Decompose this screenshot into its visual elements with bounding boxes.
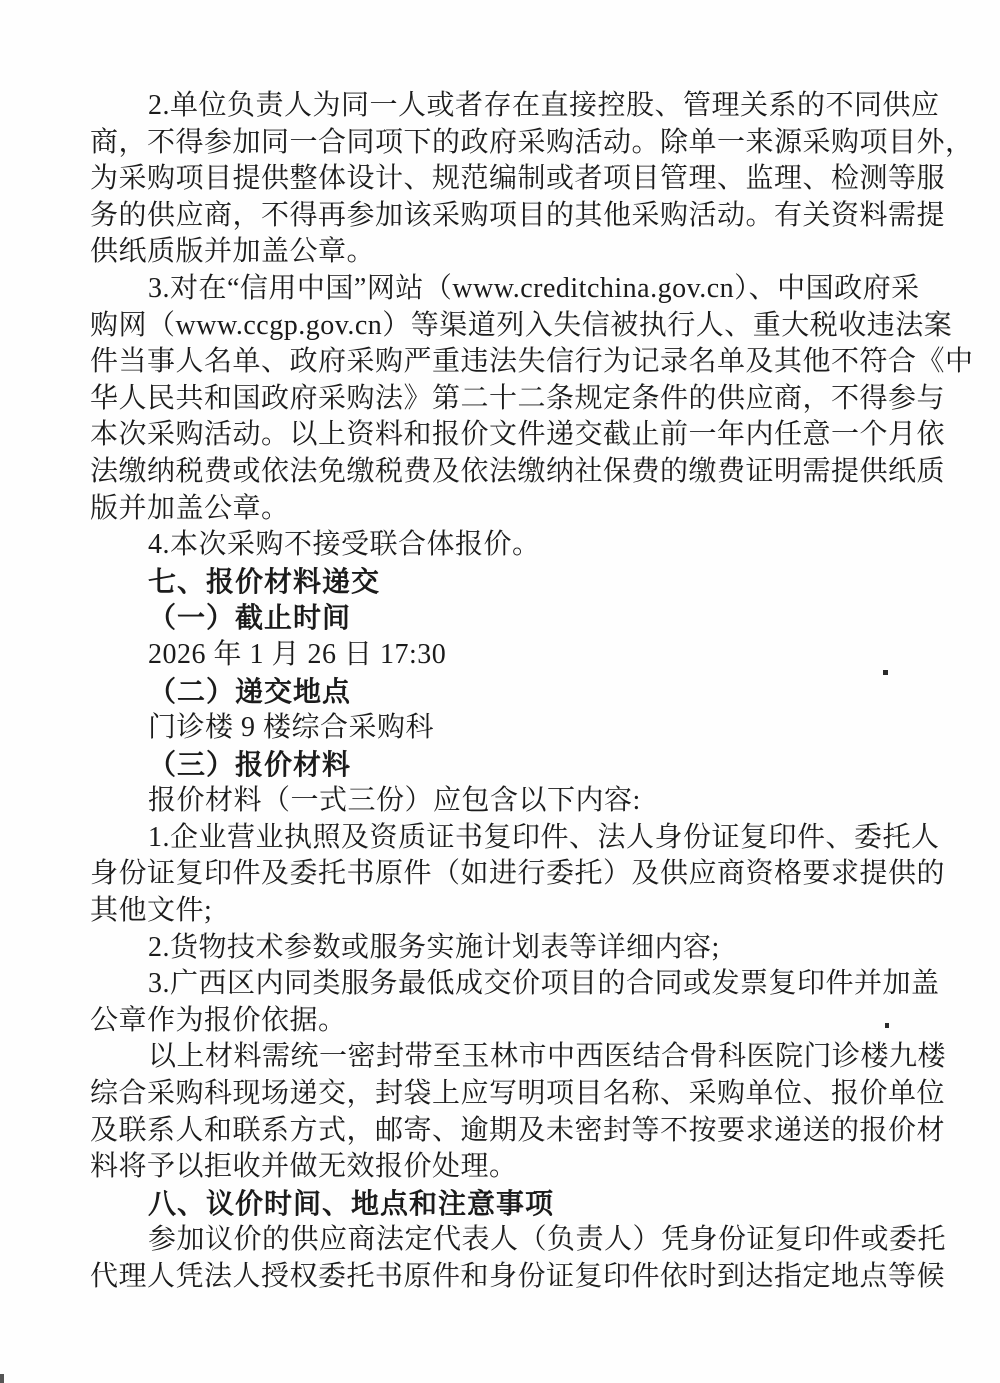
clause-3-line: 华人民共和国政府采购法》第二十二条规定条件的供应商，不得参与 xyxy=(90,382,946,414)
clause-3-line: 件当事人名单、政府采购严重违法失信行为记录名单及其他不符合《中 xyxy=(90,346,974,378)
negotiation-instructions-line: 代理人凭法人授权委托书原件和身份证复印件依时到达指定地点等候 xyxy=(90,1261,946,1292)
clause-3-line: 版并加盖公章。 xyxy=(90,492,290,524)
delivery-instructions-line: 及联系人和联系方式，邮寄、逾期及未密封等不按要求递送的报价材 xyxy=(90,1114,946,1146)
document-text-block xyxy=(90,88,974,1296)
clause-3-line: 本次采购活动。以上资料和报价文件递交截止前一年内任意一个月依 xyxy=(90,419,946,451)
scan-speck xyxy=(885,1023,889,1028)
clause-2-line: 2.单位负责人为同一人或者存在直接控股、管理关系的不同供应 xyxy=(148,90,940,121)
location-subheading: （二）递交地点 xyxy=(148,675,352,707)
clause-2-line: 供纸质版并加盖公章。 xyxy=(90,236,376,268)
materials-item-3-line: 3.广西区内同类服务最低成交价项目的合同或发票复印件并加盖 xyxy=(148,968,940,1000)
section-7-heading: 七、报价材料递交 xyxy=(148,565,381,597)
materials-item-1-line: 1.企业营业执照及资质证书复印件、法人身份证复印件、委托人 xyxy=(148,821,940,853)
clause-3-line: 3.对在“信用中国”网站（www.creditchina.gov.cn）、中国政府采 xyxy=(148,272,920,304)
clause-2-line: 为采购项目提供整体设计、规范编制或者项目管理、监理、检测等服 xyxy=(90,163,946,195)
clause-4-line: 4.本次采购不接受联合体报价。 xyxy=(148,529,541,561)
clause-3-line: 购网（www.ccgp.gov.cn）等渠道列入失信被执行人、重大税收违法案 xyxy=(90,309,953,341)
delivery-instructions-line: 料将予以拒收并做无效报价处理。 xyxy=(90,1151,518,1183)
delivery-instructions-line: 综合采购科现场递交，封袋上应写明项目名称、采购单位、报价单位 xyxy=(90,1078,946,1110)
negotiation-instructions-line: 参加议价的供应商法定代表人（负责人）凭身份证复印件或委托 xyxy=(148,1224,947,1256)
scan-speck xyxy=(883,670,888,675)
materials-intro-line: 报价材料（一式三份）应包含以下内容: xyxy=(148,785,641,817)
clause-2-line: 商，不得参加同一合同项下的政府采购活动。除单一来源采购项目外， xyxy=(90,126,974,158)
clause-3-line: 法缴纳税费或依法免缴税费及依法缴纳社保费的缴费证明需提供纸质 xyxy=(90,455,946,487)
materials-item-1-line: 其他文件; xyxy=(90,895,213,927)
section-8-heading: 八、议价时间、地点和注意事项 xyxy=(148,1187,555,1219)
deadline-subheading: （一）截止时间 xyxy=(148,602,352,634)
deadline-value: 2026 年 1 月 26 日 17:30 xyxy=(148,638,447,670)
scan-speck xyxy=(0,1374,4,1383)
materials-item-1-line: 身份证复印件及委托书原件（如进行委托）及供应商资格要求提供的 xyxy=(90,858,946,890)
materials-item-2-line: 2.货物技术参数或服务实施计划表等详细内容; xyxy=(148,931,720,963)
delivery-instructions-line: 以上材料需统一密封带至玉林市中西医结合骨科医院门诊楼九楼 xyxy=(148,1041,947,1073)
materials-item-3-line: 公章作为报价依据。 xyxy=(90,1004,347,1036)
clause-2-line: 务的供应商，不得再参加该采购项目的其他采购活动。有关资料需提 xyxy=(90,199,946,231)
location-value: 门诊楼 9 楼综合采购科 xyxy=(148,712,435,744)
materials-subheading: （三）报价材料 xyxy=(148,748,352,780)
